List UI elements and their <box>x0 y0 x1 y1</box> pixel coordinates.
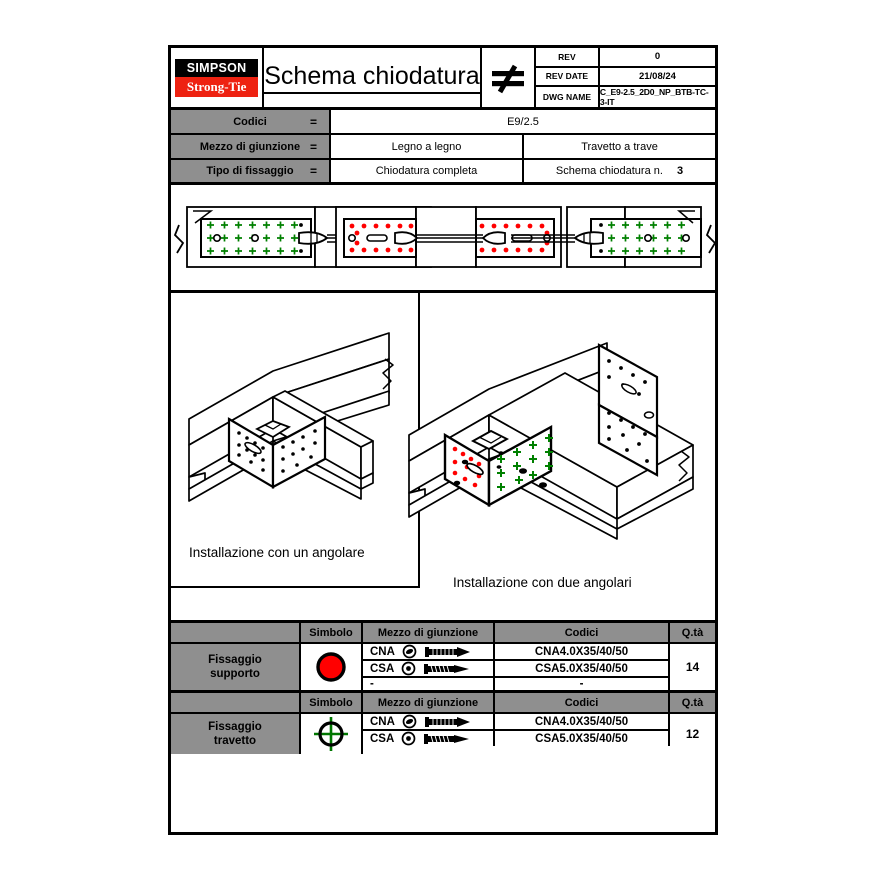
table-row <box>363 661 670 678</box>
info-label-mezzo-text: Mezzo di giunzione <box>199 140 301 153</box>
isometric-single-bracket-diagram <box>177 301 421 549</box>
info-label-tipo-text: Tipo di fissaggio <box>206 165 294 177</box>
table-header-row <box>171 693 715 714</box>
header-codici: Codici <box>495 623 670 642</box>
not-equal-icon <box>488 61 528 95</box>
isometric-views-area <box>171 293 715 623</box>
mezzo-cell <box>363 644 495 659</box>
codici-cell: CSA5.0X35/40/50 <box>495 661 670 676</box>
mezzo-cell <box>363 678 495 690</box>
table-row <box>363 714 670 731</box>
plan-assembly-middle <box>335 207 561 267</box>
mezzo-cell <box>363 661 495 676</box>
nail-icon <box>424 645 472 659</box>
info-row-tipo <box>171 160 715 185</box>
info-value-mezzo-1: Legno a legno <box>331 135 524 158</box>
group-label-line2: travetto <box>213 735 257 747</box>
info-label-codici <box>171 110 331 133</box>
symbol-cell-travetto <box>301 714 363 754</box>
fastener-code-label: CSA <box>370 662 395 675</box>
red-dot-icon <box>314 650 348 684</box>
rev-row <box>536 48 715 68</box>
info-label-mezzo <box>171 135 331 158</box>
group-label-line1: Fissaggio <box>208 653 262 666</box>
group-label-line2: supporto <box>210 668 260 680</box>
rev-label: REV <box>536 48 600 66</box>
logo-simpson-text: SIMPSON <box>175 59 258 77</box>
logo-strongtie-text: Strong-Tie <box>175 77 258 97</box>
screw-icon <box>423 732 471 746</box>
dwg-name-row <box>536 87 715 107</box>
dwg-name-label: DWG NAME <box>536 87 600 107</box>
schema-number: 3 <box>676 165 684 177</box>
table-row <box>363 678 670 690</box>
header-mezzo: Mezzo di giunzione <box>363 693 495 712</box>
nail-icon <box>424 715 472 729</box>
info-value-mezzo-2: Travetto a trave <box>581 140 658 153</box>
screw-icon <box>423 662 471 676</box>
fastener-code-label: CNA <box>370 715 395 728</box>
rev-value: 0 <box>654 51 661 63</box>
info-value-codici: E9/2.5 <box>507 115 539 128</box>
mezzo-cell <box>363 731 495 746</box>
sheet-title-cell <box>264 48 481 107</box>
revision-block <box>536 48 715 107</box>
codici-cell: CNA4.0X35/40/50 <box>495 644 670 659</box>
header-simbolo: Simbolo <box>301 693 363 712</box>
isometric-double-bracket-diagram <box>403 307 717 575</box>
nail-head-icon <box>402 644 417 659</box>
rev-date-label: REV DATE <box>536 68 600 86</box>
info-label-codici-text: Codici <box>233 115 267 128</box>
table-header-row <box>171 623 715 644</box>
group-label-line1: Fissaggio <box>208 720 262 733</box>
header-blank <box>171 693 301 712</box>
equals-sign: = <box>309 114 317 129</box>
rev-date-row <box>536 68 715 88</box>
info-label-tipo <box>171 160 331 182</box>
row-group-label-travetto <box>171 714 301 754</box>
info-row-codici <box>171 110 715 135</box>
fastener-code-label: - <box>370 678 374 690</box>
table-row <box>363 731 670 746</box>
qta-cell-supporto: 14 <box>685 660 700 674</box>
header-mezzo: Mezzo di giunzione <box>363 623 495 642</box>
equals-sign: = <box>309 164 317 178</box>
header-qta: Q.tà <box>681 626 704 639</box>
screw-head-icon <box>401 731 416 746</box>
qta-cell-travetto: 12 <box>685 727 700 741</box>
header-qta: Q.tà <box>681 696 704 709</box>
fastener-code-label: CSA <box>370 732 395 745</box>
fastener-rows-supporto <box>363 644 670 690</box>
header-simbolo: Simbolo <box>301 623 363 642</box>
caption-left: Installazione con un angolare <box>189 545 365 560</box>
header-codici: Codici <box>495 693 670 712</box>
table-row <box>363 644 670 661</box>
table-body <box>171 644 715 690</box>
table-body <box>171 714 715 754</box>
page-title: Schema chiodatura <box>264 62 479 94</box>
codici-cell: CNA4.0X35/40/50 <box>495 714 670 729</box>
nail-head-icon <box>402 714 417 729</box>
info-value-tipo-2 <box>524 160 715 182</box>
plan-view-strip <box>171 185 715 293</box>
title-block <box>171 48 715 110</box>
fastener-code-label: CNA <box>370 645 395 658</box>
schema-number-group <box>556 165 683 177</box>
caption-right: Installazione con due angolari <box>453 575 632 590</box>
codici-cell: CSA5.0X35/40/50 <box>495 731 670 746</box>
plan-view-diagram <box>171 185 717 290</box>
header-blank <box>171 623 301 642</box>
rev-date-value: 21/08/24 <box>638 70 676 82</box>
screw-head-icon <box>401 661 416 676</box>
codici-cell: - <box>495 678 670 690</box>
equals-sign: = <box>309 139 317 154</box>
symbol-cell-supporto <box>301 644 363 690</box>
info-value-tipo-1: Chiodatura completa <box>331 160 524 182</box>
mezzo-cell <box>363 714 495 729</box>
schema-label: Schema chiodatura n. <box>555 165 663 177</box>
fastener-table-travetto <box>171 693 715 754</box>
fastener-table-supporto <box>171 623 715 693</box>
not-equal-symbol-cell <box>482 48 536 107</box>
row-group-label-supporto <box>171 644 301 690</box>
dwg-name-value: C_E9-2.5_2D0_NP_BTB-TC-3-IT <box>599 87 709 107</box>
simpson-strongtie-logo <box>171 48 264 107</box>
green-crosshair-icon <box>311 714 351 754</box>
fastener-rows-travetto <box>363 714 670 754</box>
info-row-mezzo <box>171 135 715 160</box>
drawing-sheet <box>168 45 718 835</box>
